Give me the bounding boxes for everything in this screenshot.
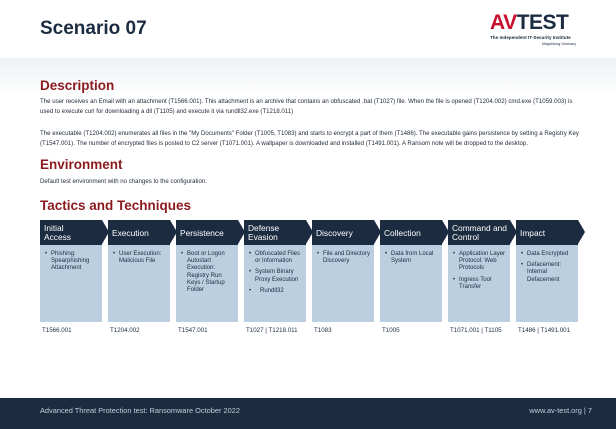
technique-subitem: • Rundll32 bbox=[248, 288, 303, 295]
tactic-header-line: Discovery bbox=[316, 228, 353, 238]
environment-heading: Environment bbox=[40, 157, 123, 172]
tactic-header bbox=[40, 220, 102, 245]
tactic-techniques bbox=[40, 245, 102, 322]
tactic-header-line: Impact bbox=[520, 228, 546, 238]
tactic-column bbox=[40, 220, 102, 334]
av-test-logo bbox=[490, 12, 576, 48]
page-footer bbox=[0, 398, 616, 429]
description-paragraph-2: The executable (T1204.002) enumerates all files in the "My Documents" Folder (T1005, T1083) and starts to encrypt a part of them (T1486). The executable gains persistence by setting a Registry Key (T1547.001). The number of encrypted files is posted to C2 server (T1071.001). A wallpaper is downloaded and installed (T1491.001). A Ransom note will be dropped to the desktop. bbox=[40, 130, 579, 147]
chevron-right-icon bbox=[578, 220, 585, 244]
tactic-techniques bbox=[516, 245, 578, 322]
chevron-right-icon bbox=[442, 220, 449, 244]
tactic-header bbox=[244, 220, 306, 245]
tactic-column bbox=[312, 220, 374, 334]
logo-tagline: The Independent IT-Security Institute bbox=[490, 35, 571, 40]
tactic-column bbox=[244, 220, 306, 334]
technique-ids: T1071.001 | T1105 bbox=[450, 327, 502, 334]
logo-mark-test: TEST bbox=[516, 11, 569, 34]
tactic-header-line: Execution bbox=[112, 228, 149, 238]
tactic-header-line: Access bbox=[44, 232, 71, 242]
tactic-header-line: Collection bbox=[384, 228, 421, 238]
tactic-column bbox=[448, 220, 510, 334]
technique-ids: T1005 bbox=[382, 327, 400, 334]
technique-ids: T1204.002 bbox=[110, 327, 140, 334]
tactic-column bbox=[176, 220, 238, 334]
chevron-right-icon bbox=[238, 220, 245, 244]
technique-item: • File and Directory Discovery bbox=[316, 251, 371, 265]
tactic-header-line: Persistence bbox=[180, 228, 224, 238]
tactic-header bbox=[176, 220, 238, 245]
tactic-techniques bbox=[312, 245, 374, 322]
page-title: Scenario 07 bbox=[40, 18, 147, 39]
logo-mark bbox=[490, 12, 568, 34]
tactic-header bbox=[312, 220, 374, 245]
technique-item: • System Binary Proxy Execution bbox=[248, 269, 303, 283]
technique-item: • Phishing: Spearphishing Attachment bbox=[44, 251, 99, 273]
technique-item: • Data Encrypted bbox=[520, 251, 575, 258]
tactic-header bbox=[448, 220, 510, 245]
tactic-header bbox=[380, 220, 442, 245]
technique-item: • Boot or Logon Autostart Execution: Registry Run Keys / Startup Folder bbox=[180, 251, 235, 294]
description-heading: Description bbox=[40, 78, 115, 93]
technique-ids: T1566.001 bbox=[42, 327, 72, 334]
chevron-right-icon bbox=[102, 220, 109, 244]
technique-ids: T1083 bbox=[314, 327, 332, 334]
logo-location: Magdeburg Germany bbox=[542, 42, 576, 46]
tactic-techniques bbox=[108, 245, 170, 322]
tactic-header bbox=[108, 220, 170, 245]
tactic-column bbox=[516, 220, 578, 334]
footer-site-page: www.av-test.org | 7 bbox=[529, 406, 592, 415]
logo-mark-av: AV bbox=[490, 11, 517, 34]
tactic-header-line: Control bbox=[452, 232, 479, 242]
tactic-header-line: Command and bbox=[452, 223, 507, 233]
tactic-header-line: Evasion bbox=[248, 232, 278, 242]
technique-item: • Obfuscated Files or Information bbox=[248, 251, 303, 265]
tactic-techniques bbox=[380, 245, 442, 322]
tactic-techniques bbox=[448, 245, 510, 322]
description-paragraph-1: The user receives an Email with an attachment (T1566.001). This attachment is an archive that contains an obfuscated .bat (T1027) file. When the file is opened (T1204.002) cmd.exe (T1059.003) is used to execute curl for downloading a dll (T1105) and execute it via rundll32.exe (T1218.011) bbox=[40, 98, 573, 115]
technique-item: • Defacement: Internal Defacement bbox=[520, 262, 575, 284]
tactic-column bbox=[108, 220, 170, 334]
chevron-right-icon bbox=[510, 220, 517, 244]
technique-item: • Application Layer Protocol: Web Protocols bbox=[452, 251, 507, 273]
tactics-heading: Tactics and Techniques bbox=[40, 198, 192, 213]
technique-ids: T1547.001 bbox=[178, 327, 208, 334]
environment-text: Default test environment with no changes to the configuration. bbox=[40, 178, 208, 185]
footer-report-title: Advanced Threat Protection test: Ransomware October 2022 bbox=[40, 406, 240, 415]
tactic-techniques bbox=[176, 245, 238, 322]
technique-ids: T1027 | T1218.011 bbox=[246, 327, 298, 334]
tactic-header bbox=[516, 220, 578, 245]
tactic-column bbox=[380, 220, 442, 334]
technique-item: • Ingress Tool Transfer bbox=[452, 277, 507, 291]
tactic-header-line: Initial bbox=[44, 223, 64, 233]
tactic-techniques bbox=[244, 245, 306, 322]
chevron-right-icon bbox=[306, 220, 313, 244]
technique-item: • User Execution: Malicious File bbox=[112, 251, 167, 265]
tactic-header-line: Defense bbox=[248, 223, 280, 233]
chevron-right-icon bbox=[170, 220, 177, 244]
chevron-right-icon bbox=[374, 220, 381, 244]
technique-item: • Data from Local System bbox=[384, 251, 439, 265]
page-header bbox=[0, 0, 616, 58]
technique-ids: T1486 | T1491.001 bbox=[518, 327, 571, 334]
